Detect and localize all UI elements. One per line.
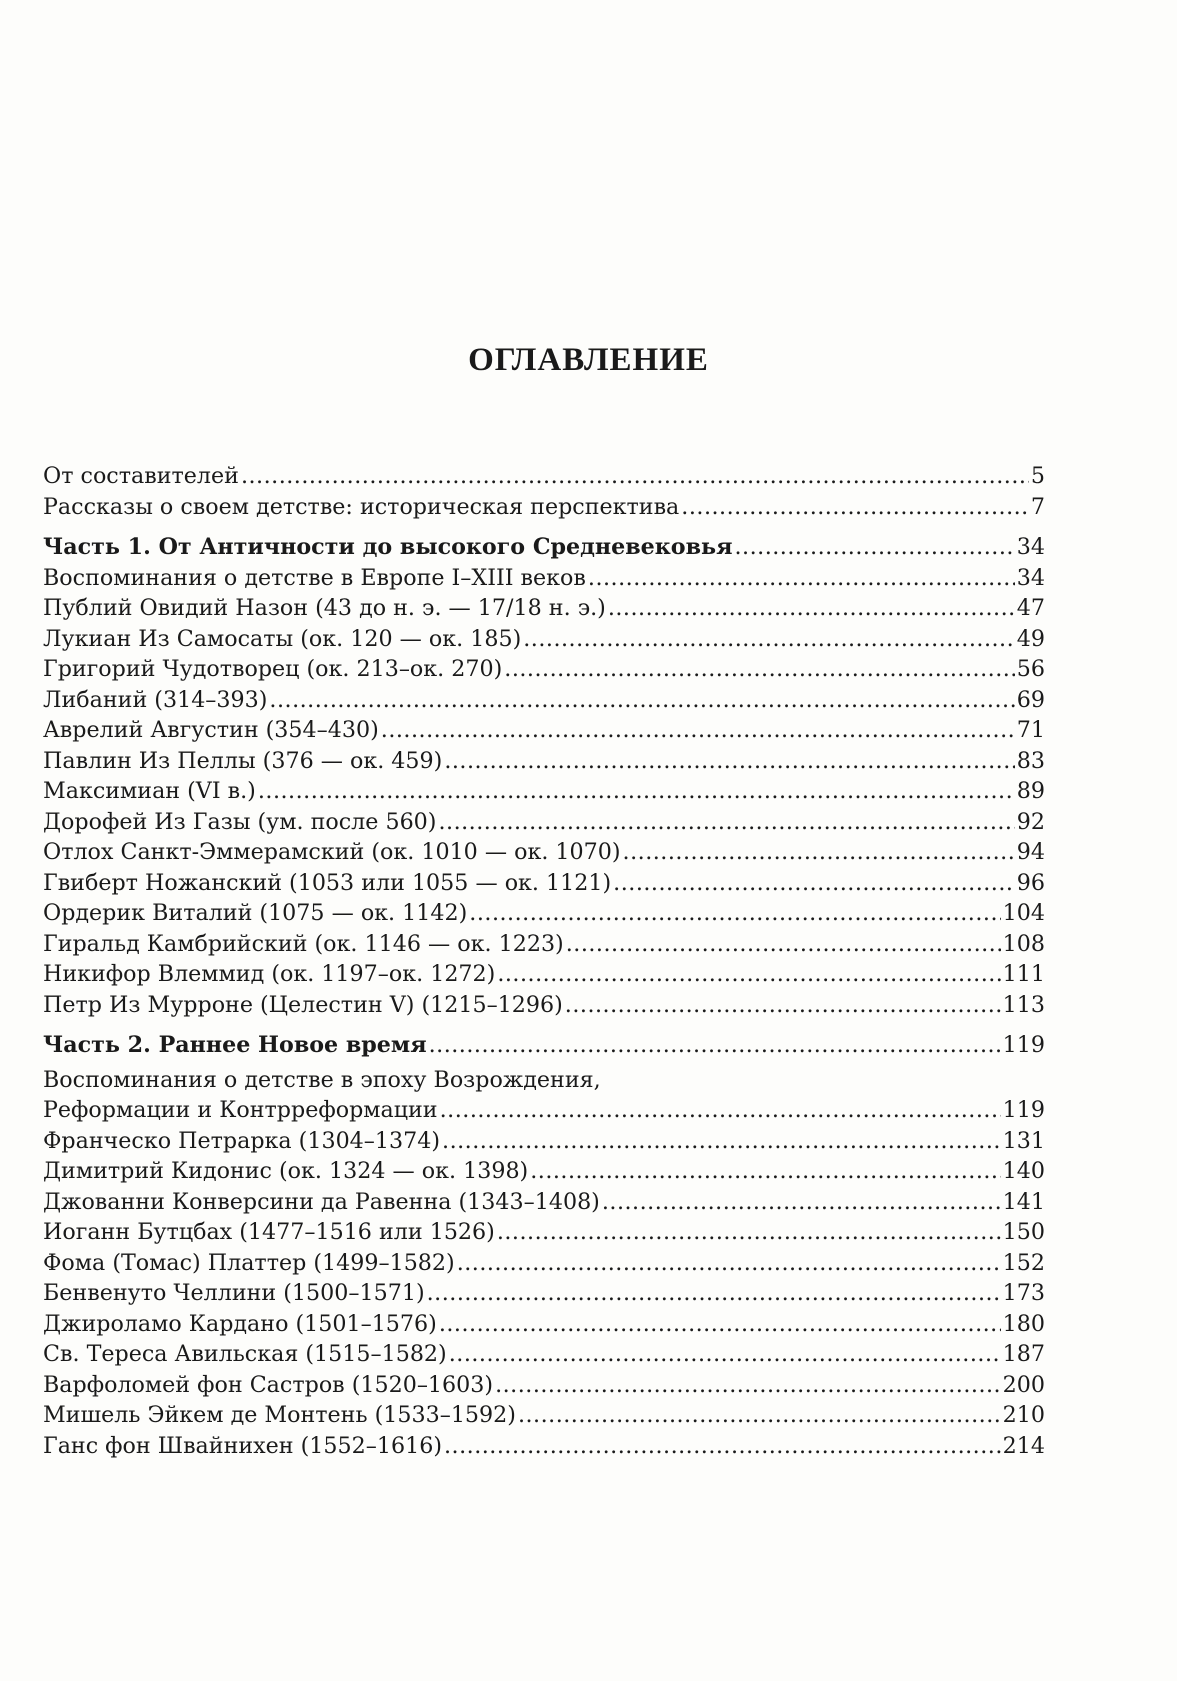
toc-entry-title: Ганс фон Швайнихен (1552–1616) <box>43 1432 442 1459</box>
toc-entry-title: От составителей <box>43 463 239 489</box>
toc-entry <box>43 929 1045 960</box>
toc-entry <box>43 898 1045 929</box>
toc-entry <box>43 1095 1045 1126</box>
toc-entry-title: Лукиан Из Самосаты (ок. 120 — ок. 185) <box>43 625 522 652</box>
leader-dots <box>440 1095 1001 1126</box>
leader-dots <box>429 1030 1001 1061</box>
toc-entry-page: 89 <box>1016 778 1045 804</box>
toc-entry <box>43 1187 1045 1218</box>
toc-entry <box>43 1217 1045 1248</box>
toc-entry-page: 150 <box>1002 1219 1045 1245</box>
part-heading <box>43 1030 1045 1061</box>
toc-entry-title: Рассказы о своем детстве: историческая перспектива <box>43 493 680 520</box>
table-of-contents <box>43 461 1045 1461</box>
toc-entry <box>43 624 1045 655</box>
leader-dots <box>602 1187 1001 1218</box>
toc-entry-title: Реформации и Контрреформации <box>43 1097 438 1123</box>
leader-dots <box>565 990 1001 1021</box>
leader-dots <box>623 837 1015 868</box>
toc-entry-page: 210 <box>1002 1402 1045 1428</box>
toc-entry-title: Воспоминания о детстве в Европе I–XIII веков <box>43 564 586 591</box>
toc-entry-title: Джованни Конверсини да Равенна (1343–1408) <box>43 1188 600 1215</box>
toc-entry-page: 34 <box>1016 564 1045 591</box>
toc-entry-page: 131 <box>1002 1127 1045 1154</box>
toc-entry-page: 69 <box>1016 686 1045 713</box>
part-title: Часть 1. От Античности до высокого Средневековья <box>43 534 733 560</box>
toc-entry-title: Отлох Санкт-Эммерамский (ок. 1010 — ок. 1070) <box>43 839 621 865</box>
toc-entry <box>43 990 1045 1021</box>
leader-dots <box>438 807 1014 838</box>
toc-entry-title: Св. Тереса Авильская (1515–1582) <box>43 1341 447 1367</box>
toc-entry-page: 56 <box>1016 656 1045 682</box>
leader-dots <box>258 776 1015 807</box>
toc-entry <box>43 1339 1045 1370</box>
toc-entry-title: Максимиан (VI в.) <box>43 778 256 804</box>
toc-entry <box>43 593 1045 624</box>
toc-entry <box>43 685 1045 716</box>
toc-entry-page: 92 <box>1016 808 1045 835</box>
toc-entry-page: 180 <box>1002 1310 1045 1337</box>
toc-entry-title-line1: Воспоминания о детстве в эпоху Возрождения, <box>43 1066 601 1093</box>
toc-entry-page: 200 <box>1002 1371 1045 1398</box>
toc-entry <box>43 776 1045 807</box>
leader-dots <box>497 1217 1001 1248</box>
toc-entry <box>43 837 1045 868</box>
leader-dots <box>381 715 1015 746</box>
toc-entry-title: Ордерик Виталий (1075 — ок. 1142) <box>43 900 468 926</box>
leader-dots <box>439 1309 1001 1340</box>
toc-entry-title: Мишель Эйкем де Монтень (1533–1592) <box>43 1402 516 1428</box>
toc-entry-page: 140 <box>1002 1158 1045 1184</box>
leader-dots <box>608 593 1015 624</box>
toc-entry-title: Джироламо Кардано (1501–1576) <box>43 1310 437 1337</box>
leader-dots <box>469 898 1000 929</box>
leader-dots <box>449 1339 1001 1370</box>
toc-entry <box>43 1309 1045 1340</box>
toc-entry-title: Павлин Из Пеллы (376 — ок. 459) <box>43 747 443 774</box>
toc-entry-title: Никифор Влеммид (ок. 1197–ок. 1272) <box>43 961 496 987</box>
toc-entry <box>43 868 1045 899</box>
toc-entry-page: 152 <box>1002 1249 1045 1276</box>
leader-dots <box>444 746 1014 777</box>
toc-entry-page: 49 <box>1016 625 1045 652</box>
part-page: 119 <box>1002 1032 1045 1058</box>
part1-list <box>43 563 1045 1021</box>
leader-dots <box>444 1431 1001 1462</box>
toc-entry-page: 83 <box>1016 747 1045 774</box>
toc-entry-title: Публий Овидий Назон (43 до н. э. — 17/18 н. э.) <box>43 595 606 621</box>
toc-entry-page: 71 <box>1016 717 1045 743</box>
toc-entry <box>43 1278 1045 1309</box>
toc-entry-title: Фома (Томас) Платтер (1499–1582) <box>43 1249 455 1276</box>
leader-dots <box>241 461 1029 492</box>
leader-dots <box>504 654 1015 685</box>
leader-dots <box>427 1278 1001 1309</box>
toc-entry-page: 104 <box>1002 900 1045 926</box>
toc-entry-title: Аврелий Августин (354–430) <box>43 717 379 743</box>
toc-entry-title: Иоганн Бутцбах (1477–1516 или 1526) <box>43 1219 495 1245</box>
toc-entry-title: Гвиберт Ножанский (1053 или 1055 — ок. 1121) <box>43 869 612 896</box>
toc-entry <box>43 654 1045 685</box>
leader-dots <box>530 1156 1000 1187</box>
leader-dots <box>457 1248 1001 1279</box>
toc-entry-page: 141 <box>1002 1188 1045 1215</box>
toc-entry <box>43 1248 1045 1279</box>
toc-entry-page: 214 <box>1002 1432 1045 1459</box>
part-title: Часть 2. Раннее Новое время <box>43 1032 427 1058</box>
leader-dots <box>442 1126 1001 1157</box>
toc-entry-page: 187 <box>1002 1341 1045 1367</box>
leader-dots <box>588 563 1015 594</box>
toc-entry <box>43 1370 1045 1401</box>
toc-entry <box>43 715 1045 746</box>
toc-entry-page: 113 <box>1002 991 1045 1018</box>
toc-entry-page: 173 <box>1002 1280 1045 1306</box>
toc-entry <box>43 746 1045 777</box>
toc-entry <box>43 1126 1045 1157</box>
toc-entry-title: Гиральд Камбрийский (ок. 1146 — ок. 1223) <box>43 930 564 957</box>
leader-dots <box>518 1400 1001 1431</box>
toc-entry-page: 5 <box>1030 463 1045 489</box>
toc-entry-title: Варфоломей фон Састров (1520–1603) <box>43 1371 494 1398</box>
toc-entry <box>43 1400 1045 1431</box>
leader-dots <box>734 532 1014 563</box>
leader-dots <box>497 959 1000 990</box>
toc-entry <box>43 492 1045 523</box>
toc-entry-page: 47 <box>1016 595 1045 621</box>
toc-entry-title: Бенвенуто Челлини (1500–1571) <box>43 1280 425 1306</box>
leader-dots <box>495 1370 1001 1401</box>
toc-entry-title: Григорий Чудотворец (ок. 213–ок. 270) <box>43 656 503 682</box>
toc-entry-page: 7 <box>1030 493 1045 520</box>
toc-entry-page: 108 <box>1002 930 1045 957</box>
toc-entry-title: Петр Из Мурроне (Целестин V) (1215–1296) <box>43 991 563 1018</box>
toc-entry-page: 94 <box>1016 839 1045 865</box>
toc-entry-page: 119 <box>1002 1097 1045 1123</box>
page-title: ОГЛАВЛЕНИЕ <box>468 342 709 378</box>
toc-entry <box>43 959 1045 990</box>
leader-dots <box>566 929 1001 960</box>
leader-dots <box>523 624 1015 655</box>
toc-entry-page: 111 <box>1002 961 1045 987</box>
toc-entry-page: 96 <box>1016 869 1045 896</box>
toc-entry-title: Франческо Петрарка (1304–1374) <box>43 1127 441 1154</box>
toc-entry <box>43 1156 1045 1187</box>
toc-entry-title: Дорофей Из Газы (ум. после 560) <box>43 808 437 835</box>
toc-entry-title: Димитрий Кидонис (ок. 1324 — ок. 1398) <box>43 1158 529 1184</box>
toc-entry <box>43 563 1045 594</box>
leader-dots <box>613 868 1015 899</box>
leader-dots <box>681 492 1029 523</box>
toc-entry <box>43 461 1045 492</box>
leader-dots <box>269 685 1014 716</box>
toc-entry <box>43 807 1045 838</box>
part2-list <box>43 1126 1045 1462</box>
toc-entry <box>43 1431 1045 1462</box>
part-page: 34 <box>1016 534 1045 560</box>
toc-entry-title: Либаний (314–393) <box>43 686 268 713</box>
part-heading <box>43 532 1045 563</box>
